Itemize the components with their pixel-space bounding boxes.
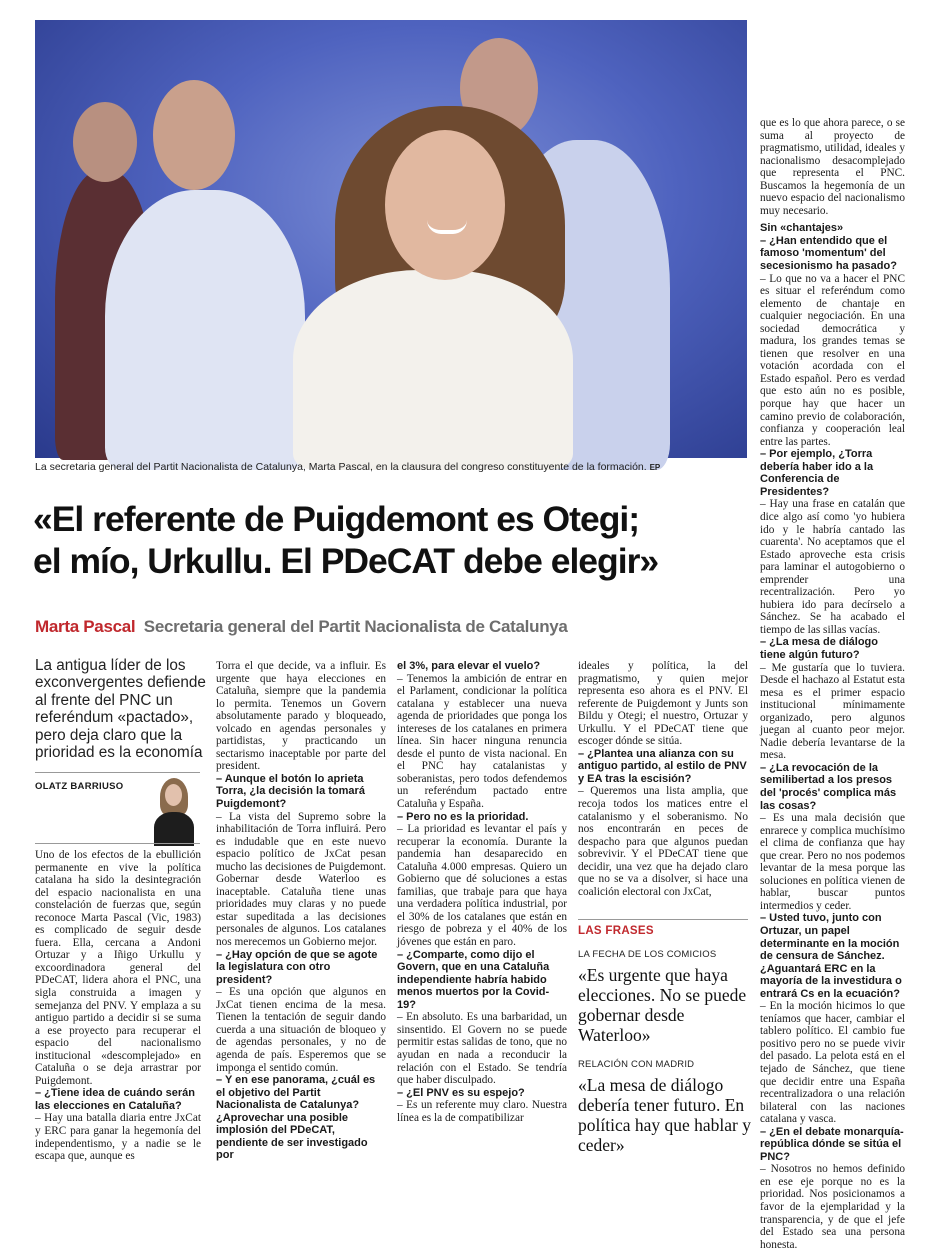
author-rule-top [35,772,200,773]
question: – ¿Tiene idea de cuándo serán las elecciones en Cataluña? [35,1087,195,1112]
answer: – Hay una batalla diaria entre JxCat y ERC para ganar la hegemonía del independentismo, y a nadie se le escapa que, aunque es [35,1112,201,1163]
author-name: OLATZ BARRIUSO [35,781,124,792]
question: – ¿La revocación de la semilibertad a los presos del 'procés' complica más las cosas? [760,761,897,812]
column-5 [760,117,905,1251]
headline [33,498,753,582]
photo-person-left-head [73,102,137,182]
author-photo-face [165,784,182,806]
photo-person-back [105,190,305,470]
question: – ¿El PNV es su espejo? [397,1086,525,1099]
photo-caption [35,461,747,473]
answer: que es lo que ahora parece, o se suma al proyecto de pragmatismo, utilidad, ideales y nacionalismo desacomplejado que representa el PNC. Buscamos la hegemonía de un nuevo espacio del nacionalismo muy necesario. [760,117,905,217]
answer: – La prioridad es levantar el país y recuperar la economía. Durante la pandemia han desaparecido en Cataluña 4.000 empresas. Quiero un Gobierno que dé soluciones a estas familias, que trabaje para que haya una verdadera política industrial, por el 30% de los catalanes que están en riesgo de pobreza y el 40% de los jóvenes que están en paro. [397,823,567,949]
photo-main-face [385,130,505,280]
author-photo [146,774,200,842]
caption-text: La secretaria general del Partit Nacionalista de Catalunya, Marta Pascal, en la clausura del congreso constituyente de la formación. [35,461,647,473]
answer: ideales y política, la del pragmatismo, y quien mejor representa eso ahora es el PNV. El referente de Puigdemont y Junts son Bildu y Otegi; el nuestro, Ortuzar y Urkullu. Y el PDeCAT tiene que escoger dónde se sitúa. [578,660,748,748]
answer: – En absoluto. Es una barbaridad, un sinsentido. El Govern no se puede permitir estas salidas de tono, que no ayudan en nada a reconducir la relación con el Estado. Se tendría que haber disculpado. [397,1011,567,1087]
question: – ¿Han entendido que el famoso 'momentum' del secesionismo ha pasado? [760,234,897,273]
question: – ¿En el debate monarquía-república dónde se sitúa el PNC? [760,1125,904,1163]
question: – ¿Plantea una alianza con su antiguo partido, al estilo de PNV y EA tras la escisión? [578,747,747,785]
column-2 [216,660,386,1162]
frase-quote-1: «Es urgente que haya elecciones. No se puede gobernar desde Waterloo» [578,965,747,1045]
author-photo-body [154,812,194,846]
answer: – Me gustaría que lo tuviera. Desde el hachazo al Estatut esta mesa es el primer espacio institucional mínimamente organizado, pero algunos juegan al cuanto peor mejor. Nadie debería levantarse de la mesa. [760,661,905,762]
frases-title: LAS FRASES [578,925,654,937]
headline-line2: el mío, Urkullu. El PDeCAT debe elegir» [33,541,659,581]
question: el 3%, para elevar el vuelo? [397,660,541,672]
answer: – En la moción hicimos lo que teníamos que hacer, cambiar el tablero político. El cambio fue positivo pero no se puede vivir del pasado. La pelota está en el tejado de Sánchez, que tiene que decidir entre una España recentralizadora o una relación bilateral con las naciones catalana y vasca. [760,1000,905,1126]
photo-person-back-head [153,80,235,190]
answer: – Tenemos la ambición de entrar en el Parlament, condicionar la política catalana y establecer una nueva agenda de prioridades que ponga los intereses de los catalanes en primera línea. Sin hacer ninguna renuncia desde el punto de vista nacional. En el PNC hay catalanistas y soberanistas, pero todos defendemos un referéndum pactado entre Cataluña y España. [397,672,567,811]
answer: – Lo que no va a hacer el PNC es situar el referéndum como elemento de chantaje en cualquier negociación. En una sociedad democrática y madura, los grandes temas se tienen que resolver en una votación acordada con el Estado español. Pero es verdad que esto aún no es posible, porque hay que hacer un camino previo de colaboración, confianza y cooperación leal entre las partes. [760,272,905,448]
frase-label-2: RELACIÓN CON MADRID [578,1059,695,1070]
answer: – Es un referente muy claro. Nuestra línea es la de compatibilizar [397,1099,567,1124]
column-1 [35,849,201,1163]
headline-line1: «El referente de Puigdemont es Otegi; [33,499,640,539]
subheading: Sin «chantajes» [760,222,844,235]
answer: – Hay una frase en catalán que dice algo así como 'yo hubiera ido y le habría cantado las cuarenta'. No aceptamos que el Estado aproveche esta crisis para laminar el autogobierno o emprender una recentralización. Pero yo hubiera ido para decírselo a Sánchez. Se ha acabado el tiempo de las sillas vacías. [760,498,905,636]
column-4 [578,660,748,898]
photo-main-person [293,270,573,470]
frase-quote-2: «La mesa de diálogo debería tener futuro. En política hay que hablar y ceder» [578,1075,751,1155]
question: – ¿Comparte, como dijo el Govern, que en una Cataluña independiente habría habido menos muertos por la Covid-19? [397,948,550,1011]
frases-rule [578,919,748,920]
question: – Aunque el botón lo aprieta Torra, ¿la decisión la tomará Puigdemont? [216,772,365,811]
main-photo [35,20,747,458]
question: – Y en ese panorama, ¿cuál es el objetivo del Partit Nacionalista de Catalunya? ¿Aprovechar una posible implosión del PDeCAT, pendiente de ser investigado por [216,1074,376,1162]
question: – ¿La mesa de diálogo tiene algún futuro? [760,636,878,661]
caption-credit: EP [649,463,661,472]
answer: – Queremos una lista amplia, que recoja todos los matices entre el catalanismo y el soberanismo. No nos encontrarán en peces de despacho para que algunos puedan sobrevivir. Y el PDeCAT tiene que decidir, una vez que ha dejado claro que no se va a disolver, si hace una coalición electoral con JxCat, [578,785,748,898]
column-3 [397,660,567,1124]
question: – Pero no es la prioridad. [397,810,529,823]
answer: – Es una mala decisión que enrarece y complica muchísimo el clima de confianza que hay que crear. Pero no nos podemos levantar de la mesa porque las soluciones en política vienen de hablar, buscar puntos intermedios y ceder. [760,812,905,912]
answer: – Nosotros no hemos definido en ese eje porque no es la prioridad. Nos posicionamos a favor de la ejemplaridad y la transparencia, y de que el jefe del Estado sea una persona honesta. [760,1163,905,1251]
intro-paragraph: Uno de los efectos de la ebullición permanente en vive la política catalana ha sido la desintegración del espacio nacionalista en una constelación de fuerzas que, según reconoce Marta Pascal (Vic, 1983) es complicado de seguir desde fuera. Ella, cercana a Andoni Ortuzar y a Iñigo Urkullu y excoordinadora general del PDeCAT, lidera ahora el PNC, una sigla construida a imagen y semejanza del PNV. Y emplaza a su antiguo partido a decidir si se suma a ese proyecto para recuperar el espacio del nacionalismo institucional «descomplejado» en Cataluña o se deja arrastrar por Puigdemont. [35,849,201,1087]
byline [35,617,568,637]
author-rule-bottom [35,843,200,844]
question: – Por ejemplo, ¿Torra debería haber ido a la Conferencia de Presidentes? [760,448,874,498]
answer: – Es una opción que algunos en JxCat tienen encima de la mesa. Tienen la tentación de seguir dando cuerda a una situación de bloqueo y de agendas personales, y no de agenda de país. Esperemos que se imponga el sentido común. [216,986,386,1074]
answer: – La vista del Supremo sobre la inhabilitación de Torra influirá. Pero es indudable que en este nuevo espacio político de JxCat pesan mucho las decisiones de Puigdemont. Gobernar desde Waterloo es inaceptable. Cataluña tiene unas prioridades muy claras y no puede estar supeditada a las decisiones personales de algunos. Los catalanes nos merecemos un Gobierno mejor. [216,810,386,949]
lead-text: La antigua líder de los exconvergentes defiende al frente del PNC un referéndum «pactado», pero deja claro que la prioridad es la economía [35,657,206,762]
byline-role: Secretaria general del Partit Nacionalista de Catalunya [143,617,568,636]
question: – ¿Hay opción de que se agote la legislatura con otro president? [216,948,378,986]
frase-label-1: LA FECHA DE LOS COMICIOS [578,949,717,960]
byline-name: Marta Pascal [35,617,136,636]
answer: Torra el que decide, va a influir. Es urgente que haya elecciones en Cataluña, siempre que la pandemia lo permita. Tenemos un Govern absolutamente parado y bloqueado, volcado en agendas personales y partidistas, y practicando un sectarismo inaceptable por parte del president. [216,660,386,773]
question: – Usted tuvo, junto con Ortuzar, un papel determinante en la moción de censura de Sánchez. ¿Aguantará ERC en la mayoría de la investidura o entrará Cs en la ecuación? [760,912,902,1000]
